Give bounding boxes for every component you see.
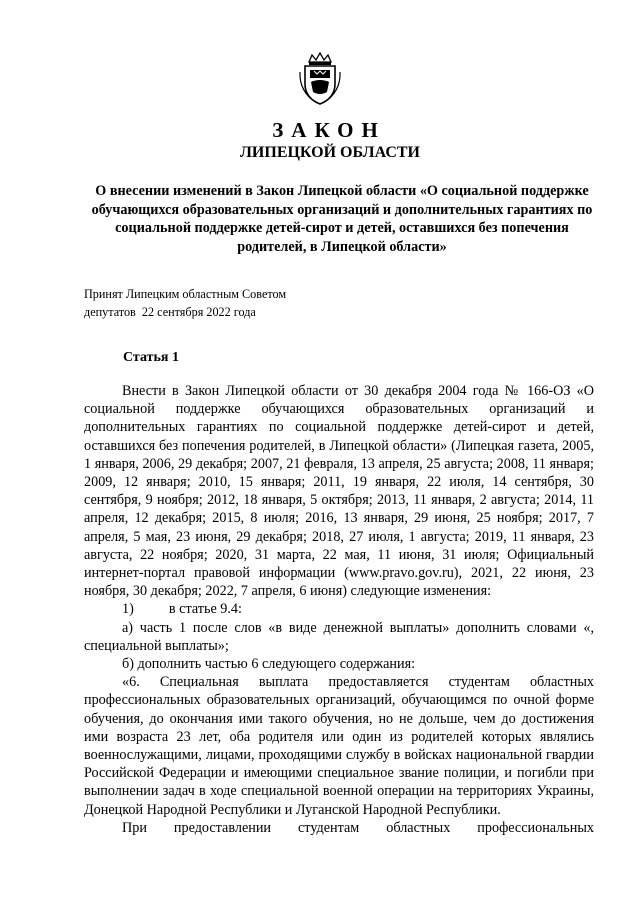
- adoption-line-1: Принят Липецким областным Советом: [84, 287, 287, 301]
- part-6-text: «6. Специальная выплата предоставляется студентам областных профессиональных образовательных организаций, обучающимся по очной форме обучения, до окончания ими такого обучения, но не дольше, чем до достижения ими возраста 23 лет, оба родителя или один из родителей которых являлись военнослужащими, лицами, проходящими службу в войсках национальной гвардии Российской Федерации и имеющими специальное звание полиции, и погибли при выполнении задач в ходе специальной военной операции на территориях Украины, Донецкой Народной Республики и Луганской Народной Республики.: [84, 674, 594, 818]
- coat-of-arms-emblem: [297, 52, 343, 106]
- list-item-1: [84, 600, 594, 618]
- list-item-number: 1): [122, 601, 134, 618]
- adoption-note: [84, 285, 286, 321]
- next-paragraph: При предоставлении студентам областных профессиональных: [122, 819, 594, 836]
- article-intro: Внести в Закон Липецкой области от 30 декабря 2004 года № 166-ОЗ «О социальной поддержке обучающихся образовательных организаций и дополнительных гарантиях по социальной поддержке детей-сирот и детей, оставшихся без попечения родителей, в Липецкой области» (Липецкая газета, 2005, 1 января, 2006, 29 декабря; 2007, 21 февраля, 13 апреля, 25 августа; 2008, 11 января; 2009, 12 января; 2010, 15 января; 2011, 19 января, 22 июля, 14 сентября, 30 сентября, 9 ноября; 2012, 18 января, 5 октября; 2013, 11 января, 2 августа; 2014, 11 апреля, 12 декабря; 2015, 8 июля; 2016, 13 января, 29 июня, 25 ноября; 2017, 7 апреля, 5 мая, 23 июня, 29 декабря; 2018, 27 июля, 1 августа; 2019, 11 января, 23 августа, 22 ноября; 2020, 31 марта, 22 мая, 11 июня, 31 июля; Официальный интернет-портал правовой информации (www.pravo.gov.ru), 2021, 22 июня, 23 ноября, 30 декабря; 2022, 7 апреля, 6 июня) следующие изменения:: [84, 383, 594, 600]
- region-title: ЛИПЕЦКОЙ ОБЛАСТИ: [240, 144, 420, 161]
- adoption-line-2: депутатов 22 сентября 2022 года: [84, 305, 256, 319]
- law-title: ЗАКОН: [272, 118, 386, 142]
- article-body: [84, 382, 594, 837]
- article-heading: Статья 1: [123, 350, 179, 365]
- subitem-a: а) часть 1 после слов «в виде денежной выплаты» дополнить словами «, специальной выплаты»;: [84, 619, 594, 654]
- subitem-b: б) дополнить частью 6 следующего содержания:: [122, 656, 416, 673]
- list-item-text: в статье 9.4:: [168, 601, 242, 618]
- amendment-title: О внесении изменений в Закон Липецкой области «О социальной поддержке обучающихся образовательных организаций и дополнительных гарантиях по социальной поддержке детей-сирот и детей, оставшихся без попечения родителей, в Липецкой области»: [91, 183, 593, 255]
